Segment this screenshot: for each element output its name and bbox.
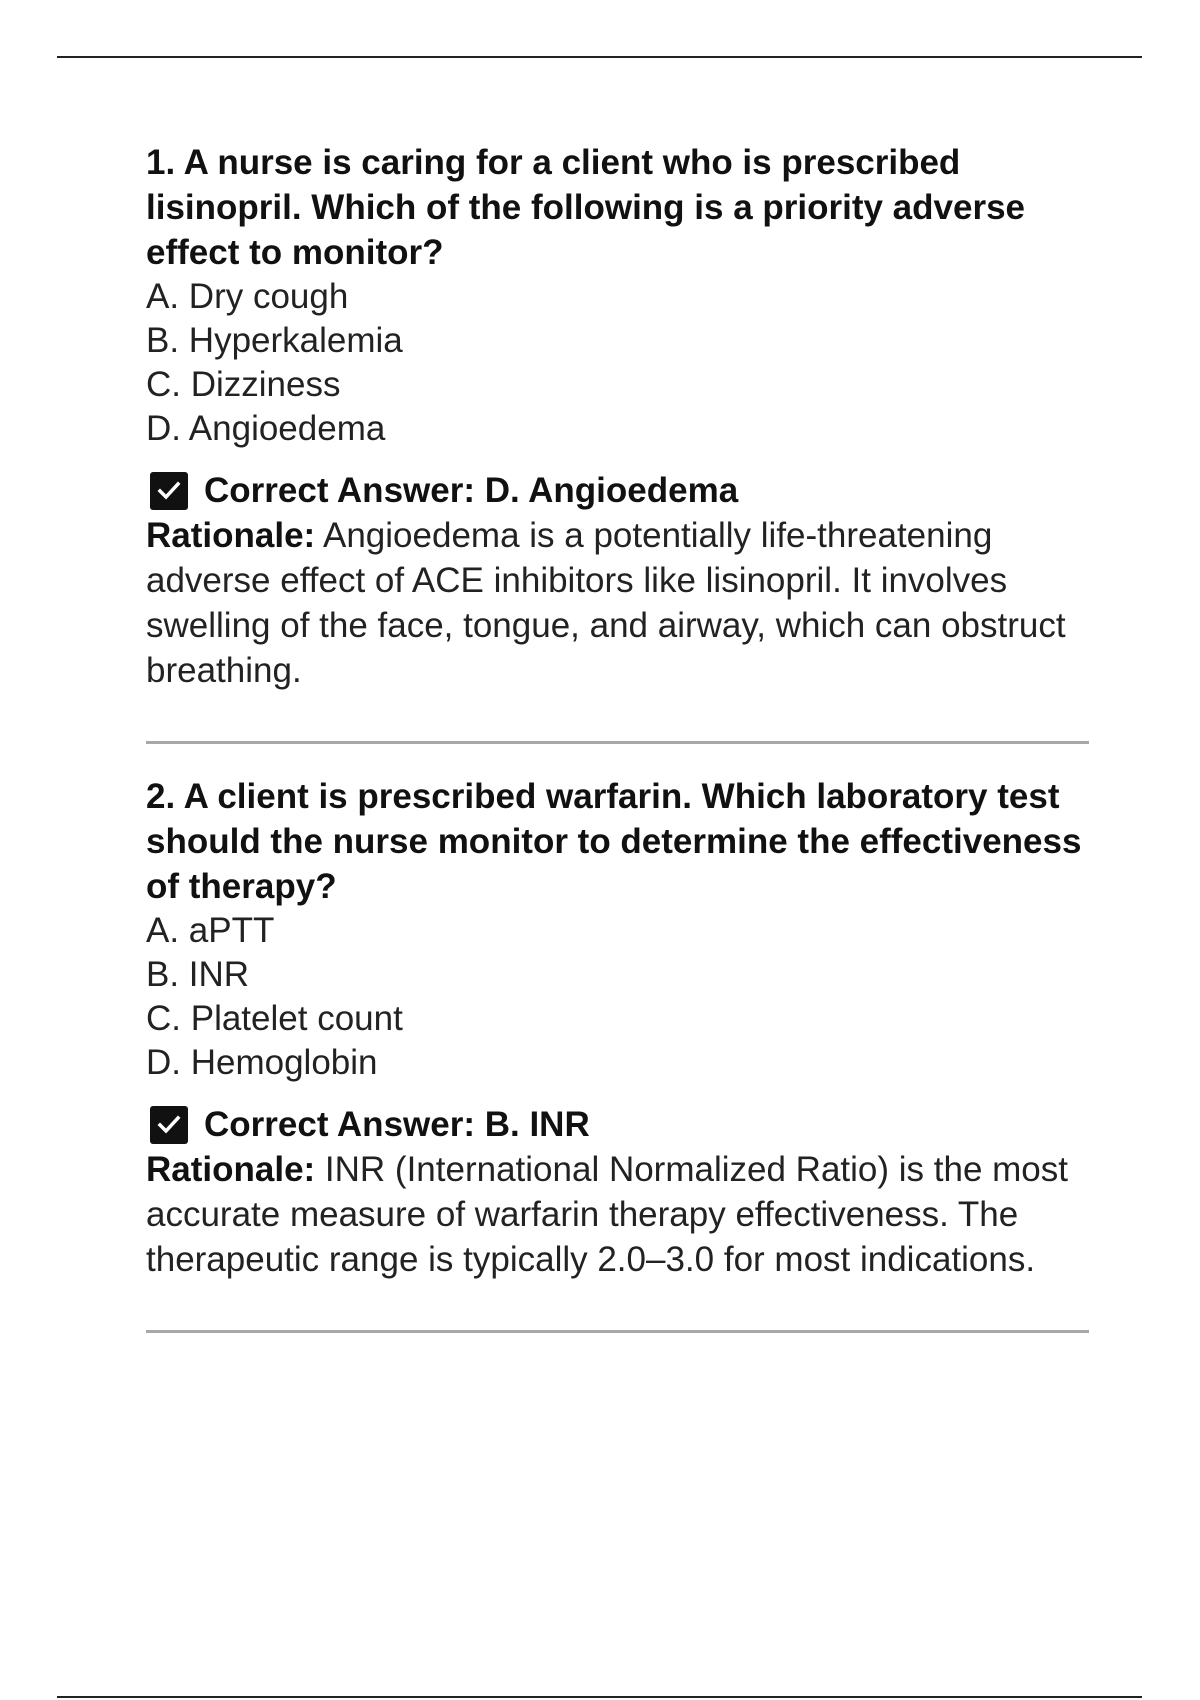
question-stem: 2. A client is prescribed warfarin. Which laboratory test should the nurse monitor to determine the effectiveness of therapy? (146, 777, 1082, 906)
option-c: C. Platelet count (146, 999, 403, 1038)
page-bottom-rule (57, 1696, 1142, 1698)
question-divider (146, 1330, 1089, 1333)
question-block-2 (146, 774, 1091, 1282)
answer-options (146, 909, 1091, 1085)
option-b: B. Hyperkalemia (146, 321, 403, 360)
document-content (146, 140, 1091, 1363)
correct-answer (146, 469, 1091, 513)
correct-answer-text: Correct Answer: D. Angioedema (204, 471, 739, 510)
answer-options (146, 275, 1091, 451)
rationale-text: Angioedema is a potentially life-threatening adverse effect of ACE inhibitors like lisinopril. It involves swelling of the face, tongue, and airway, which can obstruct breathing. (146, 516, 1066, 690)
option-d: D. Hemoglobin (146, 1043, 378, 1082)
page-top-rule (57, 56, 1142, 58)
option-d: D. Angioedema (146, 409, 386, 448)
option-a: A. Dry cough (146, 277, 349, 316)
correct-answer-text: Correct Answer: B. INR (204, 1105, 590, 1144)
question-stem: 1. A nurse is caring for a client who is prescribed lisinopril. Which of the following is a priority adverse effect to monitor? (146, 143, 1025, 272)
rationale (146, 513, 1091, 693)
checkmark-icon (150, 472, 188, 510)
correct-answer (146, 1103, 1091, 1147)
rationale (146, 1147, 1091, 1282)
option-b: B. INR (146, 955, 250, 994)
question-block-1 (146, 140, 1091, 693)
checkmark-icon (150, 1106, 188, 1144)
rationale-label: Rationale: (146, 1150, 316, 1189)
question-divider (146, 741, 1089, 744)
rationale-text: INR (International Normalized Ratio) is the most accurate measure of warfarin therapy effectiveness. The therapeutic range is typically 2.0–3.0 for most indications. (146, 1150, 1068, 1279)
option-c: C. Dizziness (146, 365, 341, 404)
option-a: A. aPTT (146, 911, 275, 950)
rationale-label: Rationale: (146, 516, 316, 555)
